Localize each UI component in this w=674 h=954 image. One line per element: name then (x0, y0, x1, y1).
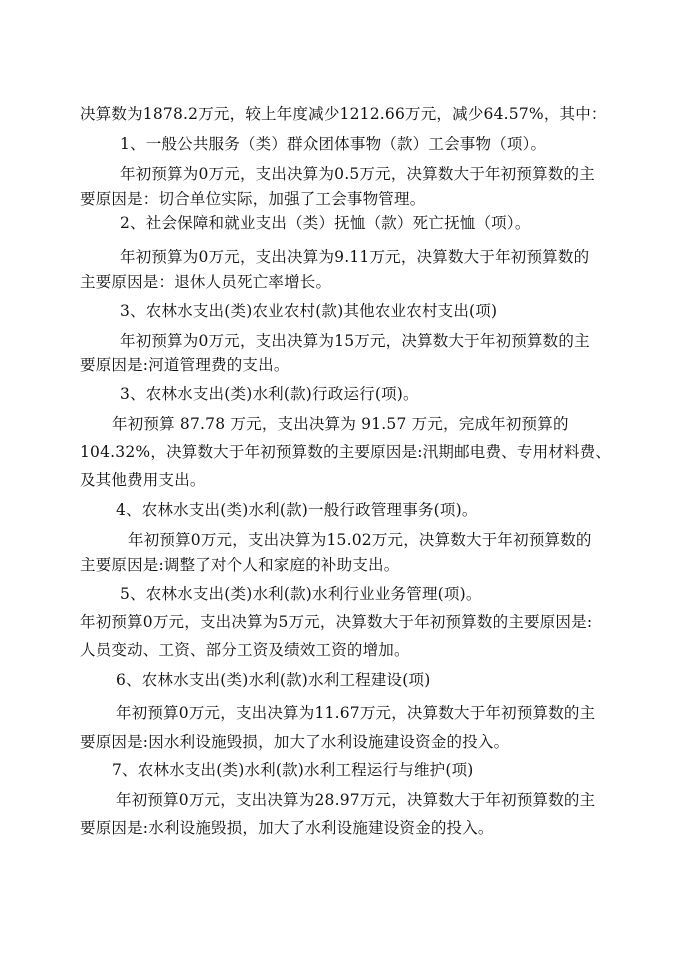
item-4-text-line-1: 年初预算0万元，支出决算为15.02万元，决算数大于年初预算数的 (128, 531, 592, 549)
item-6-heading: 6、农林水支出(类)水利(款)水利工程建设(项) (116, 671, 431, 689)
item-2-text-line-1: 年初预算为0万元，支出决算为9.11万元，决算数大于年初预算数的 (120, 248, 590, 266)
item-3b-heading: 3、农林水支出(类)水利(款)行政运行(项)。 (120, 385, 419, 403)
item-6-text-line-1: 年初预算0万元，支出决算为11.67万元，决算数大于年初预算数的主 (116, 704, 596, 722)
item-3a-text-line-2: 要原因是:河道管理费的支出。 (80, 356, 290, 374)
item-3b-text-line-1: 年初预算 87.78 万元，支出决算为 91.57 万元，完成年初预算的 (112, 415, 569, 433)
item-2-text-line-2: 主要原因是：退休人员死亡率增长。 (80, 273, 332, 291)
item-1-text-line-2: 要原因是：切合单位实际，加强了工会事物管理。 (80, 190, 426, 208)
item-4-heading: 4、农林水支出(类)水利(款)一般行政管理事务(项)。 (116, 501, 478, 519)
item-1-heading: 1、一般公共服务（类）群众团体事物（款）工会事物（项）。 (120, 135, 547, 153)
item-5-heading: 5、农林水支出(类)水利(款)水利行业业务管理(项)。 (120, 585, 482, 603)
item-6-text-line-2: 要原因是:因水利设施毁损，加大了水利设施建设资金的投入。 (80, 733, 510, 751)
item-3a-text-line-1: 年初预算为0万元，支出决算为15万元，决算数大于年初预算数的主 (120, 332, 590, 350)
item-3b-text-line-3: 及其他费用支出。 (80, 471, 206, 489)
item-1-text-line-1: 年初预算为0万元，支出决算为0.5万元，决算数大于年初预算数的主 (120, 165, 595, 183)
item-7-text-line-2: 要原因是:水利设施毁损，加大了水利设施建设资金的投入。 (80, 819, 494, 837)
item-3a-heading: 3、农林水支出(类)农业农村(款)其他农业农村支出(项) (120, 302, 498, 320)
item-4-text-line-2: 主要原因是:调整了对个人和家庭的补助支出。 (80, 556, 400, 574)
summary-line: 决算数为1878.2万元，较上年度减少1212.66万元，减少64.57%，其中： (80, 105, 607, 123)
item-5-text-line-1: 年初预算0万元，支出决算为5万元，决算数大于年初预算数的主要原因是: (80, 613, 593, 631)
item-3b-text-line-2: 104.32%，决算数大于年初预算数的主要原因是:汛期邮电费、专用材料费、 (80, 443, 612, 461)
item-5-text-line-2: 人员变动、工资、部分工资及绩效工资的增加。 (80, 641, 410, 659)
item-2-heading: 2、社会保障和就业支出（类）抚恤（款）死亡抚恤（项）。 (120, 214, 531, 232)
item-7-text-line-1: 年初预算0万元，支出决算为28.97万元，决算数大于年初预算数的主 (116, 791, 596, 809)
item-7-heading: 7、农林水支出(类)水利(款)水利工程运行与维护(项) (112, 761, 474, 779)
